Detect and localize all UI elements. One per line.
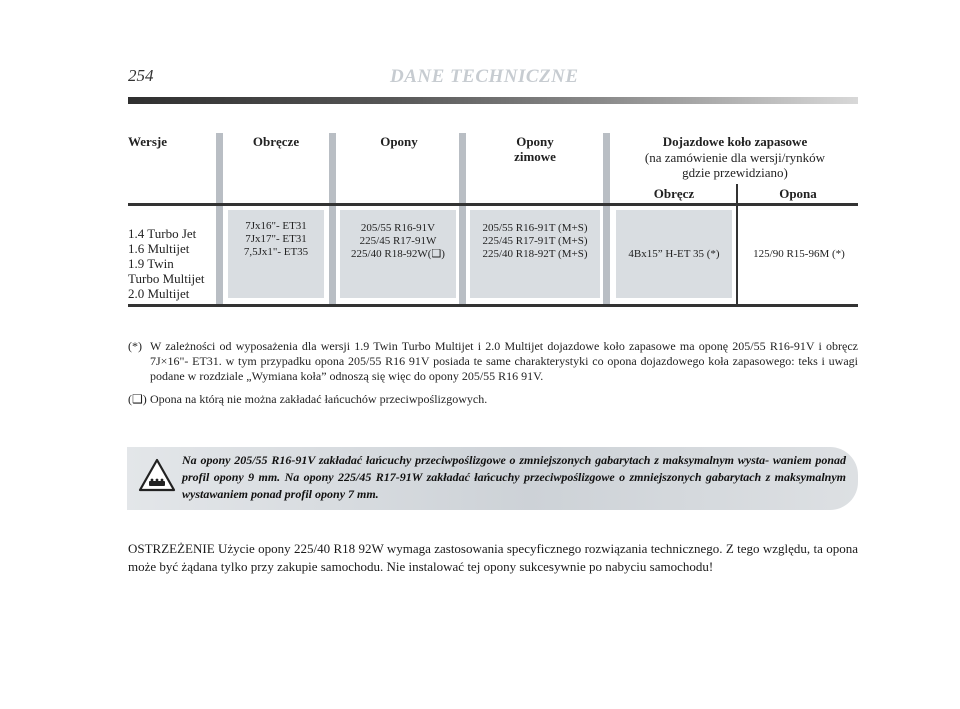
header-versions: Wersje [128,134,167,149]
tyres-cell [340,210,456,298]
header-winter-tyres [470,134,600,164]
versions-cell [128,226,204,301]
version-item: 1.9 Twin [128,256,174,271]
header-winter-line2: zimowe [514,149,556,164]
version-item: 1.6 Multijet [128,241,190,256]
version-item: Turbo Multijet [128,271,205,286]
header-spare-note-line1: (na zamówienie dla wersji/rynków [644,150,826,165]
footnote-mark: (❑) [128,392,147,406]
winter-tyre-item: 205/55 R16-91T (M+S) [482,222,588,234]
footnote-square [128,392,858,407]
column-separator [459,133,466,305]
warning-triangle-icon [138,458,176,492]
column-separator [216,133,223,305]
spare-rim-cell: 4Bx15” H-ET 35 (*) [616,210,732,298]
table-bottom-rule [128,304,858,307]
tyre-item: 205/55 R16-91V [360,222,436,234]
spare-tyre-cell: 125/90 R15-96M (*) [753,248,845,260]
header-spare-note [612,150,858,180]
winter-tyre-item: 225/45 R17-91T (M+S) [482,235,588,247]
rim-item: 7Jx16"- ET31 [245,220,307,232]
rims-cell [228,210,324,298]
rim-item: 7,5Jx1"- ET35 [243,246,309,258]
footnote-text: Opona na którą nie można zakładać łańcuchów przeciwpoślizgowych. [150,392,488,406]
tyre-item: 225/45 R17-91W [359,235,437,247]
rim-item: 7Jx17"- ET31 [245,233,307,245]
version-item: 2.0 Multijet [128,286,190,301]
warning-text: Na opony 205/55 R16-91V zakładać łańcuchy przeciwpoślizgowe o zmniejszonych gabarytach z maksymalnym wysta- waniem ponad profil opony 9 mm. Na opony 225/45 R17-91W zakładać łańcuchy przeciwpoślizgowe o zmniejszonych gabarytach z maksymalnym wystawaniem ponad profil opony 7 mm. [182,453,846,501]
footnote-asterisk [128,339,858,384]
header-spare-wheel: Dojazdowe koło zapasowe [662,134,808,149]
subheader-spare-rim: Obręcz [653,186,695,201]
winter-tyre-item: 225/40 R18-92T (M+S) [482,248,588,260]
tyre-item: 225/40 R18-92W(❑) [351,248,445,260]
subheader-spare-tyre: Opona [779,186,817,201]
column-separator [603,133,610,305]
header-rims: Obręcze [252,134,300,149]
final-warning-paragraph: OSTRZEŻENIE Użycie opony 225/40 R18 92W wymaga zastosowania specyficznego rozwiązania technicznego. Z tego względu, ta opona może być żądana tylko przy zakupie samochodu. Nie instalować tej opony sukcesywnie po nabyciu samochodu! [128,541,858,574]
winter-tyres-cell [470,210,600,298]
footnote-text: W zależności od wyposażenia dla wersji 1.9 Twin Turbo Multijet i 2.0 Multijet dojazdowe koło zapasowe ma oponę 205/55 R16-91V i obręcz 7J×16"- ET31. w tym przypadku opona 205/55 R16 91V posiada te same charakterystyki co opona dojazdowego koła zapasowego: teks i uwagi podane w rozdziale „Wymiana koła” odnoszą się więc do opony 205/55 R16 91V. [150,339,858,383]
table-header-rule [128,203,858,206]
header-tyres: Opony [380,134,418,149]
header-winter-line1: Opony [516,134,554,149]
version-item: 1.4 Turbo Jet [128,226,197,241]
page-number: 254 [128,66,154,85]
column-separator [329,133,336,305]
header-rule [128,97,858,104]
footnote-mark: (*) [128,339,142,353]
header-spare-note-line2: gdzie przewidziano) [682,165,788,180]
section-title: DANE TECHNICZNE [390,66,579,87]
